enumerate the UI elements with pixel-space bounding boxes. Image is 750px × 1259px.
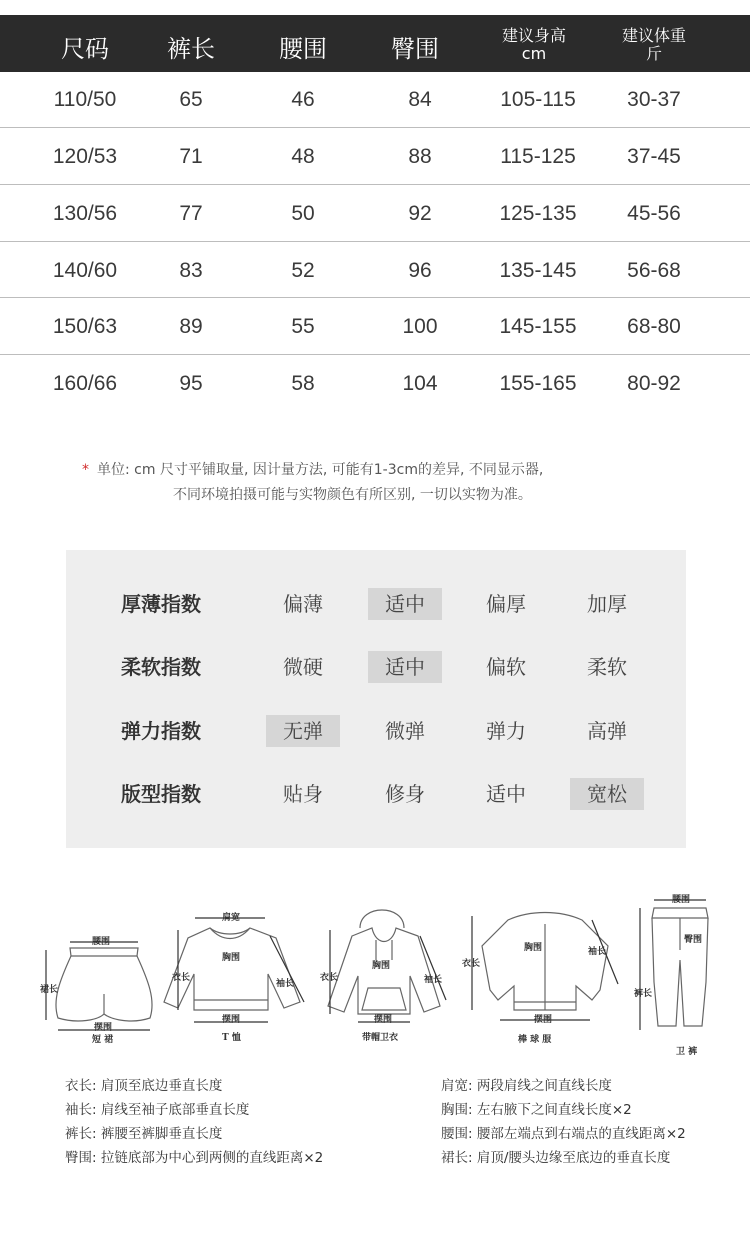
measurement-legend-left (65, 1074, 323, 1170)
index-option: 偏软 (486, 655, 526, 679)
legend-item: 裙长: 肩顶/腰头边缘至底边的垂直长度 (441, 1150, 671, 1166)
index-option-selected: 适中 (368, 651, 442, 683)
skirt-hem-label: 摆围 (94, 1023, 113, 1033)
legend-item: 腰围: 腰部左端点到右端点的直线距离×2 (441, 1126, 686, 1142)
table-cell-height: 155-165 (499, 372, 577, 395)
legend-item: 裤长: 裤腰至裤脚垂直长度 (65, 1126, 223, 1142)
table-cell-weight: 30-37 (627, 88, 681, 111)
index-option-selected: 宽松 (570, 778, 644, 810)
index-option: 微硬 (283, 655, 323, 679)
jacket-caption: 棒 球 服 (518, 1035, 552, 1045)
tshirt-length-label: 衣长 (172, 973, 191, 983)
table-cell-height: 105-115 (500, 88, 576, 111)
header-pants-length: 裤长 (167, 35, 215, 63)
tshirt-chest-label: 胸围 (222, 953, 241, 963)
index-option: 偏薄 (283, 592, 323, 616)
jacket-chest-label: 胸围 (524, 943, 543, 953)
tshirt-caption: T 恤 (222, 1033, 241, 1043)
table-cell-waist: 52 (291, 259, 315, 282)
index-label: 版型指数 (121, 782, 201, 806)
table-cell-hip: 104 (402, 372, 438, 395)
table-cell-weight: 56-68 (627, 259, 681, 282)
table-cell-size: 110/50 (53, 88, 117, 111)
table-row (0, 129, 750, 185)
tshirt-sleeve-label: 袖长 (276, 979, 295, 989)
table-cell-size: 140/60 (52, 259, 118, 282)
table-cell-weight: 45-56 (627, 202, 681, 225)
index-row (66, 586, 686, 622)
table-cell-hip: 92 (408, 202, 432, 225)
jacket-hem-label: 摆围 (534, 1015, 553, 1025)
header-hip: 臀围 (391, 35, 439, 63)
index-label: 弹力指数 (121, 719, 201, 743)
index-option: 高弹 (587, 719, 627, 743)
table-cell-size: 150/63 (52, 315, 118, 338)
skirt-caption: 短 裙 (92, 1035, 114, 1045)
table-row (0, 72, 750, 128)
jacket-length-label: 衣长 (462, 959, 481, 969)
skirt-waist-label: 腰围 (92, 937, 111, 947)
table-cell-weight: 68-80 (627, 315, 681, 338)
pants-caption: 卫 裤 (676, 1047, 698, 1057)
jacket-sleeve-label: 袖长 (588, 947, 607, 957)
legend-item: 胸围: 左右腋下之间直线长度×2 (441, 1102, 632, 1118)
garment-illustrations (0, 890, 750, 1060)
fabric-index-panel (66, 550, 686, 848)
legend-item: 臀围: 拉链底部为中心到两侧的直线距离×2 (65, 1150, 324, 1166)
table-cell-pants-length: 77 (179, 202, 203, 225)
index-option: 微弹 (385, 719, 425, 743)
note-line-1: 单位: cm 尺寸平铺取量, 因计量方法, 可能有1-3cm的差异, 不同显示器, (97, 462, 544, 478)
pants-hip-label: 臀围 (684, 935, 703, 945)
size-table (0, 15, 750, 395)
table-row (0, 299, 750, 355)
index-row (66, 776, 686, 812)
tshirt-hem-label: 摆围 (222, 1015, 241, 1025)
table-cell-hip: 100 (402, 315, 438, 338)
pants-length-label: 裤长 (634, 989, 653, 999)
hoodie-length-label: 衣长 (320, 973, 339, 983)
table-cell-pants-length: 65 (179, 88, 203, 111)
skirt-length-label: 裙长 (40, 985, 59, 995)
index-option: 适中 (486, 782, 526, 806)
table-cell-waist: 46 (291, 88, 315, 111)
header-height: 建议身高 (501, 26, 566, 45)
index-option: 贴身 (283, 782, 323, 806)
note-star: * (82, 462, 89, 478)
table-cell-pants-length: 95 (179, 372, 203, 395)
table-cell-weight: 37-45 (627, 145, 681, 168)
header-size: 尺码 (61, 35, 109, 63)
table-cell-size: 160/66 (52, 372, 118, 395)
table-cell-pants-length: 71 (179, 145, 203, 168)
table-cell-height: 135-145 (499, 259, 577, 282)
table-cell-size: 130/56 (52, 202, 118, 225)
table-cell-hip: 88 (408, 145, 432, 168)
table-cell-weight: 80-92 (627, 372, 681, 395)
hoodie-sleeve-label: 袖长 (424, 975, 443, 985)
table-row (0, 243, 750, 298)
table-cell-hip: 96 (408, 259, 432, 282)
note-line-2: 不同环境拍摄可能与实物颜色有所区别, 一切以实物为准。 (173, 487, 532, 503)
index-option: 加厚 (587, 592, 627, 616)
index-option-selected: 适中 (368, 588, 442, 620)
legend-item: 肩宽: 两段肩线之间直线长度 (441, 1078, 612, 1094)
table-cell-pants-length: 89 (179, 315, 203, 338)
table-cell-height: 125-135 (499, 202, 577, 225)
hoodie-caption: 带帽卫衣 (362, 1033, 399, 1043)
header-height-unit: cm (521, 44, 547, 63)
table-cell-height: 115-125 (500, 145, 576, 168)
table-cell-waist: 48 (291, 145, 315, 168)
pants-waist-label: 腰围 (672, 895, 691, 905)
index-row (66, 713, 686, 749)
table-cell-waist: 58 (291, 372, 315, 395)
measurement-legend-right (441, 1074, 686, 1170)
table-header (0, 15, 750, 72)
hoodie-chest-label: 胸围 (372, 961, 391, 971)
table-cell-pants-length: 83 (179, 259, 203, 282)
index-option: 偏厚 (486, 592, 526, 616)
skirt-drawing (46, 942, 152, 1030)
index-label: 厚薄指数 (121, 592, 201, 616)
table-row (0, 356, 750, 412)
header-weight: 建议体重 (621, 26, 686, 45)
index-option-selected: 无弹 (266, 715, 340, 747)
pants-drawing (640, 900, 708, 1030)
hoodie-hem-label: 摆围 (374, 1015, 393, 1025)
index-row (66, 649, 686, 685)
table-cell-size: 120/53 (52, 145, 118, 168)
table-cell-waist: 55 (291, 315, 315, 338)
table-row (0, 186, 750, 242)
legend-item: 袖长: 肩线至袖子底部垂直长度 (65, 1102, 250, 1118)
table-cell-hip: 84 (408, 88, 432, 111)
header-waist: 腰围 (279, 35, 327, 63)
index-option: 弹力 (486, 719, 526, 743)
table-cell-waist: 50 (291, 202, 315, 225)
jacket-drawing (472, 913, 618, 1021)
legend-item: 衣长: 肩顶至底边垂直长度 (65, 1078, 223, 1094)
table-cell-height: 145-155 (499, 315, 577, 338)
tshirt-shoulder-label: 肩宽 (222, 913, 241, 923)
header-weight-unit: 斤 (645, 44, 662, 63)
index-label: 柔软指数 (121, 655, 201, 679)
index-option: 修身 (385, 782, 425, 806)
index-option: 柔软 (587, 655, 627, 679)
